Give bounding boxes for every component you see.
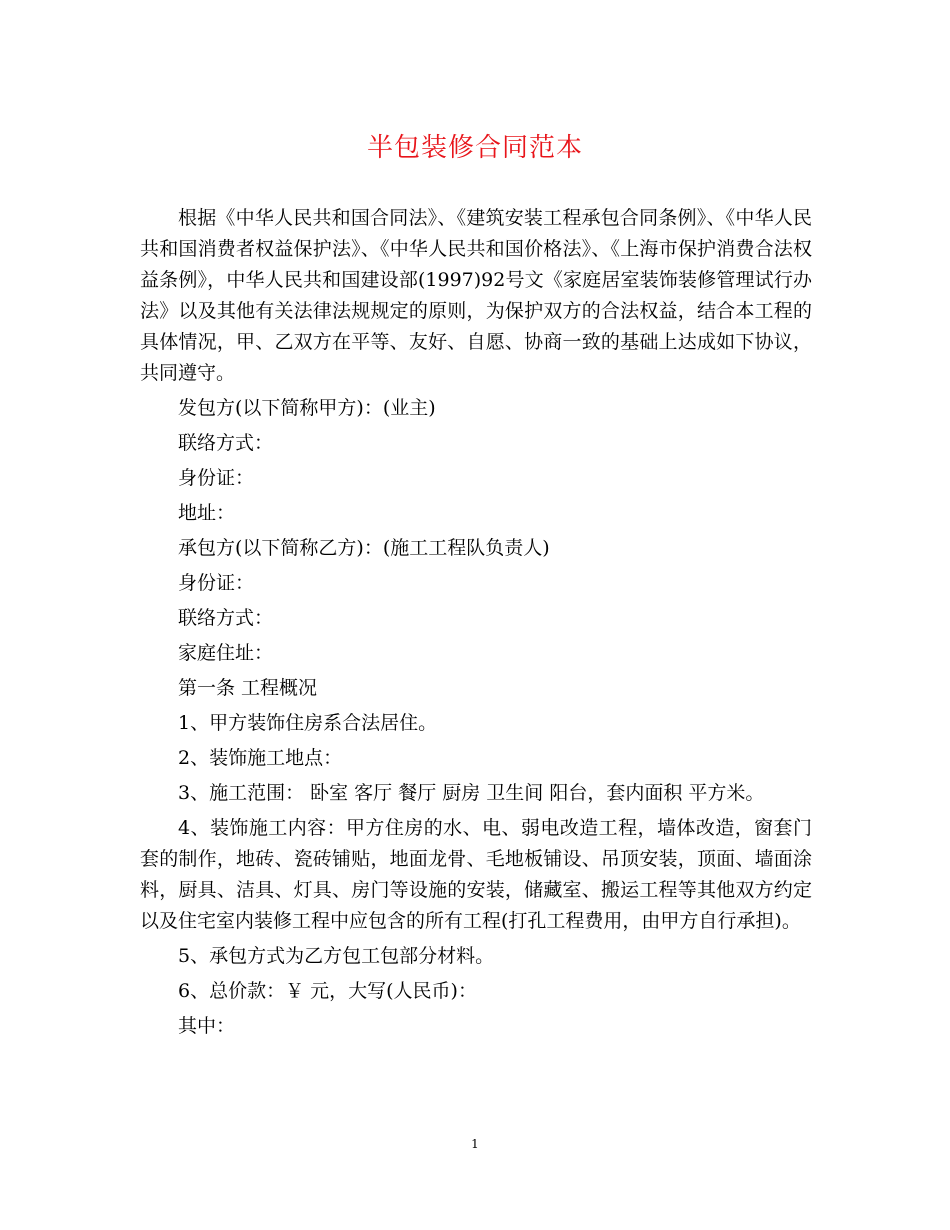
party-b-contact: 联络方式： [178,607,274,629]
clause-1: 1、甲方装饰住房系合法居住。 [178,712,438,734]
party-b-line: 承包方(以下简称乙方)：(施工工程队负责人) [178,537,550,559]
article-one-heading: 第一条 工程概况 [178,677,318,699]
document-body [140,203,812,1046]
clause-6: 6、总价款：￥ 元，大写(人民币)： [178,980,477,1002]
party-b-address: 家庭住址： [178,642,274,664]
party-a-contact: 联络方式： [178,432,274,454]
party-a-id: 身份证： [178,467,255,489]
clause-3: 3、施工范围： 卧室 客厅 餐厅 厨房 卫生间 阳台，套内面积 平方米。 [178,782,765,804]
clause-2: 2、装饰施工地点： [178,747,343,769]
clause-4: 4、装饰施工内容：甲方住房的水、电、弱电改造工程，墙体改造，窗套门套的制作，地砖、瓷砖铺贴，地面龙骨、毛地板铺设、吊顶安装，顶面、墙面涂料，厨具、洁具、灯具、房门等设施的安装，储藏室、搬运工程等其他双方约定以及住宅室内装修工程中应包含的所有工程(打孔工程费用，由甲方自行承担)。 [140,817,812,932]
document-title: 半包装修合同范本 [366,133,583,163]
clause-6-detail: 其中： [178,1015,236,1037]
party-b-id: 身份证： [178,572,255,594]
preamble-paragraph: 根据《中华人民共和国合同法》、《建筑安装工程承包合同条例》、《中华人民共和国消费者权益保护法》、《中华人民共和国价格法》、《上海市保护消费合法权益条例》，中华人民共和国建设部(1997)92号文《家庭居室装饰装修管理试行办法》以及其他有关法律法规规定的原则，为保护双方的合法权益，结合本工程的具体情况，甲、乙双方在平等、友好、自愿、协商一致的基础上达成如下协议，共同遵守。 [140,207,812,384]
party-a-address: 地址： [178,502,236,524]
party-a-line: 发包方(以下简称甲方)：(业主) [178,397,436,419]
clause-5: 5、承包方式为乙方包工包部分材料。 [178,945,495,967]
page-number: 1 [471,1137,479,1151]
